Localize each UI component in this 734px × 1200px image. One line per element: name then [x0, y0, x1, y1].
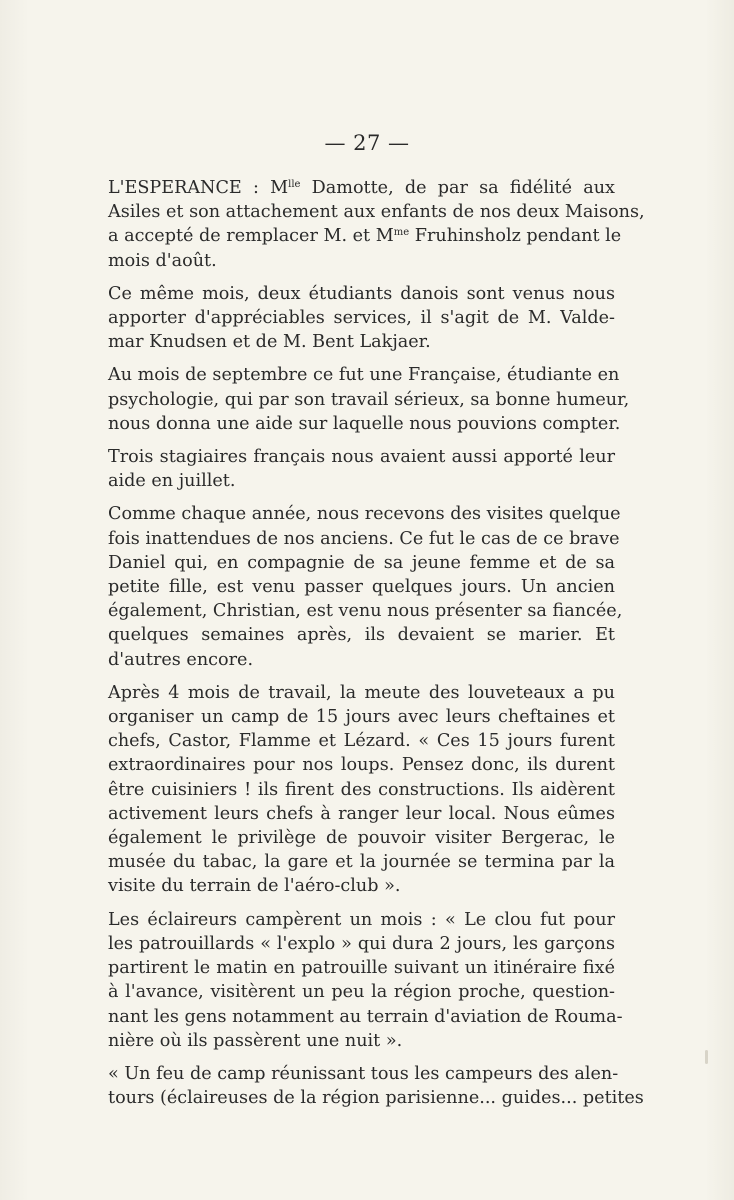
text-line: [108, 753, 615, 777]
text-line: [108, 648, 615, 672]
text-segment: Damotte, de par sa fidélité aux: [300, 178, 615, 198]
text-line: [108, 306, 615, 330]
text-segment: fois inattendues de nos anciens. Ce fut le cas de ce brave: [108, 528, 620, 549]
text-line: [108, 551, 615, 575]
text-segment: mois d'août.: [108, 250, 217, 271]
text-segment: Asiles et son attachement aux enfants de nos deux Maisons,: [108, 202, 645, 223]
paragraph: [108, 363, 630, 436]
text-segment: Fruhinsholz pendant le: [409, 226, 622, 247]
text-segment: nant les gens notamment au terrain d'aviation de Rouma-: [108, 1006, 623, 1027]
text-line: [108, 445, 615, 469]
text-line: [108, 1086, 644, 1110]
title-abbreviation-superscript: me: [393, 227, 410, 239]
text-line: [108, 502, 621, 526]
text-segment: organiser un camp de 15 jours avec leurs cheftaines et: [108, 707, 615, 728]
text-segment: petite fille, est venu passer quelques jours. Un ancien: [108, 577, 615, 598]
paragraph: [108, 445, 615, 493]
text-segment: tours (éclaireuses de la région parisienne... guides... petites: [108, 1088, 644, 1109]
text-line: [108, 874, 615, 898]
text-line: [108, 575, 615, 599]
text-line: [108, 599, 623, 623]
text-line: [108, 249, 615, 273]
text-line: [108, 850, 615, 874]
text-line: [108, 176, 615, 200]
text-segment: Au mois de septembre ce fut une Française, étudiante en: [108, 365, 620, 386]
paragraph: [108, 1062, 644, 1110]
text-segment: extraordinaires pour nos loups. Pensez donc, ils durent: [108, 755, 615, 776]
text-segment: Trois stagiaires français nous avaient aussi apporté leur: [108, 447, 615, 468]
text-line: [108, 224, 622, 248]
text-line: [108, 826, 615, 850]
text-line: [108, 1062, 619, 1086]
text-segment: L'ESPERANCE : M: [108, 178, 289, 198]
text-line: [108, 412, 621, 436]
text-segment: d'autres encore.: [108, 649, 254, 670]
text-line: [108, 623, 615, 647]
text-segment: musée du tabac, la gare et la journée se termina par la: [108, 852, 615, 873]
paragraph: [108, 681, 615, 899]
text-segment: également le privilège de pouvoir visiter Bergerac, le: [108, 828, 615, 849]
text-line: [108, 1029, 615, 1053]
text-segment: apporter d'appréciables services, il s'agit de M. Valde-: [108, 308, 615, 329]
text-line: [108, 778, 615, 802]
text-segment: activement leurs chefs à ranger leur local. Nous eûmes: [108, 803, 615, 824]
text-segment: Après 4 mois de travail, la meute des louveteaux a pu: [108, 682, 615, 703]
paragraph: [108, 282, 615, 355]
text-line: [108, 388, 630, 412]
page-number: — 27 —: [324, 131, 410, 155]
text-line: [108, 908, 615, 932]
text-segment: « Un feu de camp réunissant tous les campeurs des alen-: [108, 1063, 619, 1084]
text-line: [108, 729, 615, 753]
text-segment: visite du terrain de l'aéro-club ».: [108, 876, 401, 897]
text-line: [108, 802, 615, 826]
text-segment: Ce même mois, deux étudiants danois sont venus nous: [108, 283, 615, 304]
text-line: [108, 980, 615, 1004]
text-line: [108, 527, 620, 551]
title-abbreviation-superscript: lle: [288, 179, 301, 190]
text-segment: Comme chaque année, nous recevons des visites quelque: [108, 504, 621, 525]
text-line: [108, 1005, 623, 1029]
text-segment: Les éclaireurs campèrent un mois : « Le clou fut pour: [108, 909, 615, 930]
text-line: [108, 956, 615, 980]
text-segment: à l'avance, visitèrent un peu la région proche, question-: [108, 982, 615, 1003]
paragraph: [108, 176, 645, 273]
text-segment: Daniel qui, en compagnie de sa jeune femme et de sa: [108, 552, 615, 573]
text-segment: chefs, Castor, Flamme et Lézard. « Ces 15 jours furent: [108, 731, 615, 752]
text-segment: aide en juillet.: [108, 471, 236, 492]
text-segment: a accepté de remplacer M. et M: [108, 226, 394, 247]
text-segment: partirent le matin en patrouille suivant un itinéraire fixé: [108, 958, 615, 979]
text-line: [108, 705, 615, 729]
text-line: [108, 469, 615, 493]
text-segment: quelques semaines après, ils devaient se marier. Et: [108, 625, 615, 646]
body-text: [108, 176, 645, 1119]
text-segment: les patrouillards « l'explo » qui dura 2 jours, les garçons: [108, 933, 615, 954]
text-segment: psychologie, qui par son travail sérieux, sa bonne humeur,: [108, 389, 630, 410]
text-segment: nière où ils passèrent une nuit ».: [108, 1030, 403, 1051]
text-segment: nous donna une aide sur laquelle nous pouvions compter.: [108, 413, 621, 434]
text-line: [108, 363, 620, 387]
text-line: [108, 200, 645, 224]
text-segment: être cuisiniers ! ils firent des constructions. Ils aidèrent: [108, 779, 615, 800]
text-line: [108, 932, 615, 956]
text-segment: mar Knudsen et de M. Bent Lakjaer.: [108, 332, 431, 353]
paper-edge-mark: [705, 1050, 708, 1064]
text-segment: également, Christian, est venu nous présenter sa fiancée,: [108, 601, 623, 622]
text-line: [108, 681, 615, 705]
text-line: [108, 282, 615, 306]
paragraph: [108, 502, 623, 671]
text-line: [108, 330, 615, 354]
paragraph: [108, 908, 623, 1053]
